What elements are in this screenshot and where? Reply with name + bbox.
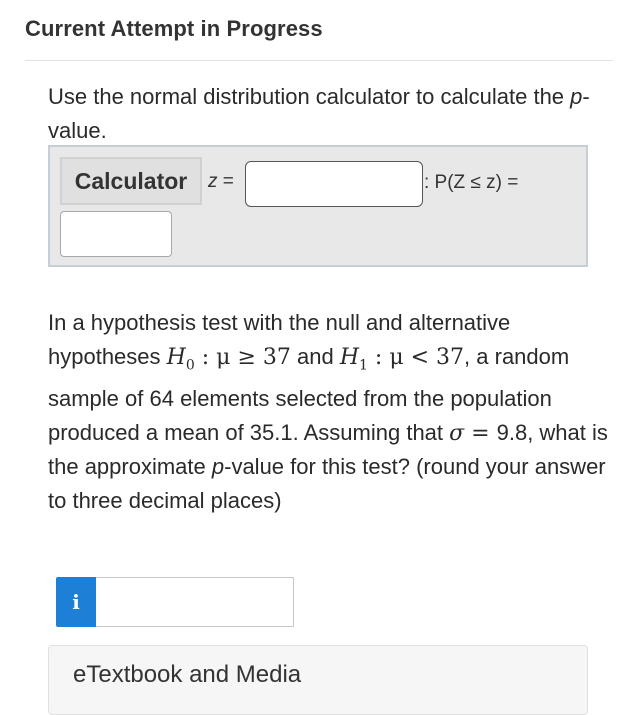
probability-label: : P(Z ≤ z) =	[424, 172, 519, 193]
instructions-p-emphasis: p	[570, 84, 583, 109]
sigma-symbol: σ =	[449, 420, 497, 446]
h0-symbol: H	[166, 344, 186, 370]
instructions	[48, 80, 598, 148]
question-and: and	[290, 343, 340, 369]
instructions-text-before: Use the normal distribution calculator to calculate the	[48, 84, 571, 109]
null-hypothesis	[166, 344, 291, 373]
question-p-emphasis: p	[211, 454, 225, 480]
sigma-value: 9.8	[496, 419, 528, 445]
alternative-hypothesis	[339, 344, 465, 373]
calculator-label: Calculator	[60, 157, 202, 205]
h1-condition: : μ < 37	[367, 344, 465, 370]
h0-condition: : μ ≥ 37	[194, 344, 291, 370]
probability-output[interactable]	[60, 211, 172, 257]
question-part1: In a hypothesis test with the null and alternative hypotheses	[48, 310, 511, 369]
title-divider	[25, 60, 613, 61]
h0-subscript: 0	[185, 356, 195, 373]
question-part3: , what is the approximate	[48, 419, 608, 480]
answer-row	[56, 577, 294, 627]
question-part2: , a random sample of 64 elements selected from the population produced a mean of 35.1. Assuming that	[48, 343, 570, 445]
h1-subscript: 1	[359, 356, 368, 373]
h1-symbol: H	[339, 344, 359, 370]
z-equals: =	[217, 171, 234, 192]
question-part4: -value for this test? (round your answer to three decimal places)	[48, 454, 606, 513]
etextbook-label: eTextbook and Media	[73, 661, 302, 688]
page-title: Current Attempt in Progress	[25, 16, 323, 41]
normal-distribution-calculator	[48, 145, 588, 267]
z-label	[208, 171, 234, 193]
answer-input[interactable]	[96, 577, 294, 627]
question-text	[48, 306, 608, 517]
info-icon[interactable]: i	[56, 577, 96, 627]
etextbook-and-media-panel[interactable]	[48, 645, 588, 715]
instructions-text-after: -value.	[48, 84, 590, 143]
z-input[interactable]	[245, 161, 423, 207]
z-symbol: z	[208, 171, 218, 192]
